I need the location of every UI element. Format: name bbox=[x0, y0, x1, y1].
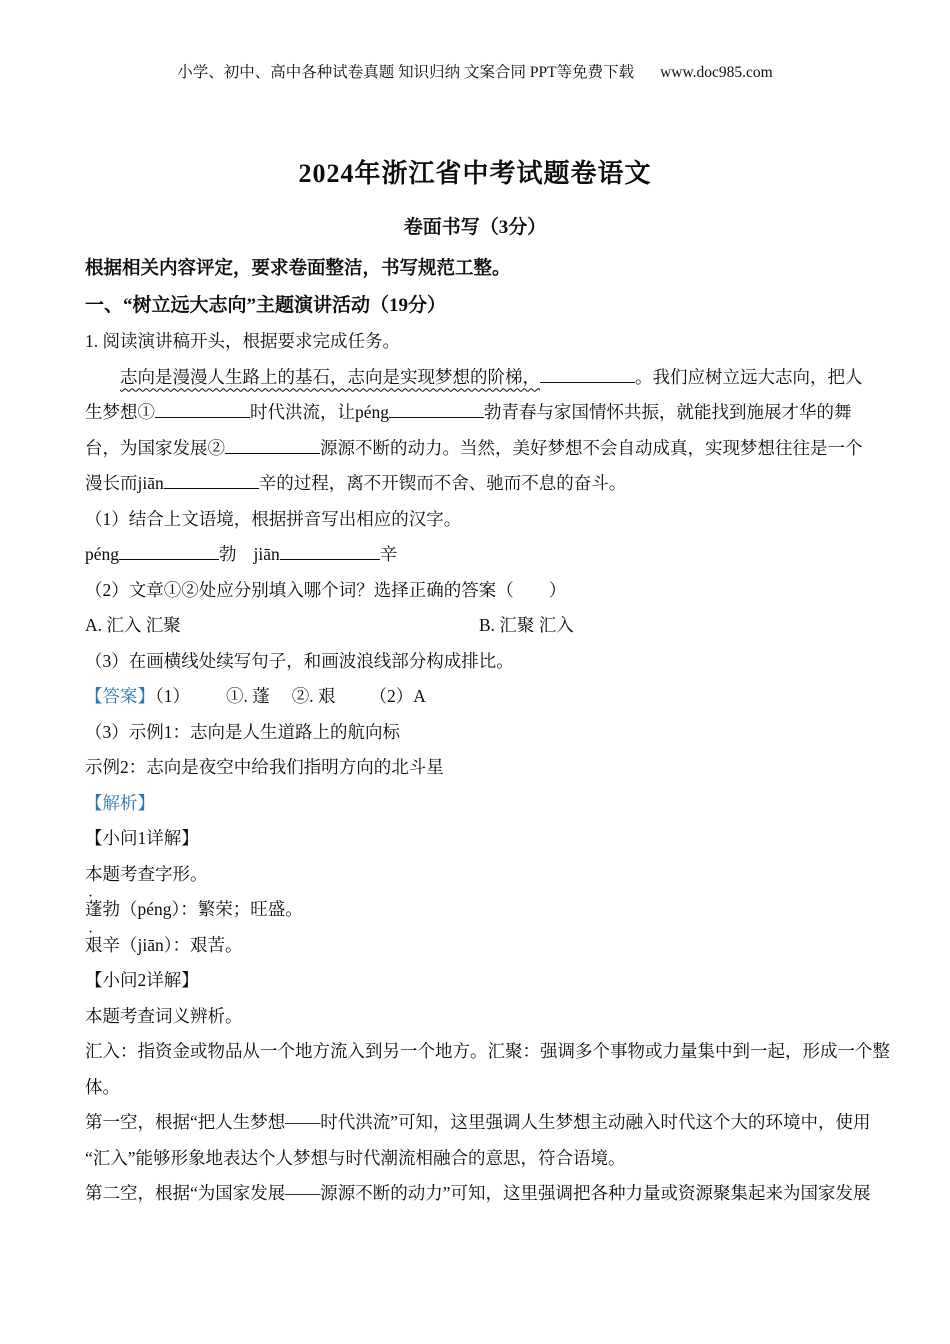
detail-1-title: 【小问1详解】 bbox=[85, 828, 199, 848]
excerpt-line-4 bbox=[85, 466, 865, 502]
section-1-heading: 一、“树立远大志向”主题演讲活动（19分） bbox=[85, 295, 447, 316]
blank-underline bbox=[389, 403, 484, 418]
excerpt-line-3-b: 源源不断的动力。当然，美好梦想不会自动成真，实现梦想往往是一个 bbox=[320, 437, 863, 458]
question-1-intro: 1. 阅读演讲稿开头，根据要求完成任务。 bbox=[85, 331, 400, 351]
detail-2-line-3a: 第一空，根据“把人生梦想——时代洪流”可知，这里强调人生梦想主动融入时代这个大的环境中，使用 bbox=[85, 1112, 871, 1132]
question-1-block bbox=[85, 324, 890, 1212]
handwriting-section-title: 卷面书写（3分） bbox=[403, 217, 547, 238]
detail-2-line-4: 第二空，根据“为国家发展——源源不断的动力”可知，这里强调把各种力量或资源聚集起来为国家发展 bbox=[85, 1183, 871, 1203]
pinyin-jian: jiān bbox=[253, 544, 280, 564]
exam-title: 2024年浙江省中考试题卷语文 bbox=[298, 159, 652, 188]
detail-1-jian-line bbox=[85, 928, 865, 964]
blank-underline bbox=[164, 474, 259, 489]
answer-item-2: ②. 艰 bbox=[291, 686, 336, 706]
blank-underline bbox=[280, 545, 380, 560]
excerpt-line-1 bbox=[85, 360, 865, 396]
detail-2-title: 【小问2详解】 bbox=[85, 970, 199, 990]
detail-1-peng-line bbox=[85, 892, 865, 928]
answer-3-example-1: （3）示例1：志向是人生道路上的航向标 bbox=[85, 721, 400, 742]
pinyin-peng: péng bbox=[85, 544, 120, 564]
handwriting-notice: 根据相关内容评定，要求卷面整洁，书写规范工整。 bbox=[85, 259, 511, 279]
option-b: B. 汇聚 汇入 bbox=[479, 615, 574, 635]
answer-part1: （1） bbox=[155, 686, 190, 706]
detail-1-line-1: 本题考查字形。 bbox=[85, 863, 208, 884]
analysis-label: 【解析】 bbox=[85, 792, 155, 813]
jian-definition: 辛（jiān）：艰苦。 bbox=[102, 934, 243, 955]
watermark-text: 小学、初中、高中各种试卷真题 知识归纳 文案合同 PPT等免费下载 bbox=[177, 64, 635, 81]
excerpt-line-1-tail: 。我们应树立远大志向，把人 bbox=[635, 366, 863, 387]
site-url: www.doc985.com bbox=[660, 64, 773, 81]
blank-underline bbox=[119, 545, 219, 560]
blank-underline bbox=[155, 403, 250, 418]
char-xin: 辛 bbox=[379, 544, 398, 564]
excerpt-line-2 bbox=[85, 395, 865, 431]
excerpt-line-2-b: 时代洪流，让péng bbox=[250, 402, 390, 422]
options-line bbox=[85, 608, 865, 644]
detail-2-line-1: 本题考查词义辨析。 bbox=[85, 1005, 243, 1026]
wavy-underlined-text: 志向是漫漫人生路上的基石，志向是实现梦想的阶梯， bbox=[120, 366, 540, 387]
detail-2-line-3b: “汇入”能够形象地表达个人梦想与时代潮流相融合的意思，符合语境。 bbox=[85, 1147, 626, 1168]
answer-item-1: ①. 蓬 bbox=[226, 686, 270, 706]
pinyin-answer-line bbox=[85, 537, 865, 573]
analysis-label-line bbox=[85, 786, 865, 822]
excerpt-line-3-a: 台，为国家发展② bbox=[85, 437, 225, 458]
blank-underline bbox=[225, 439, 320, 454]
detail-2-line-2a: 汇入：指资金或物品从一个地方流入到另一个地方。汇聚：强调多个事物或力量集中到一起，形成一个整 bbox=[85, 1041, 890, 1061]
excerpt-line-3 bbox=[85, 431, 865, 467]
answer-3-example-2: 示例2：志向是夜空中给我们指明方向的北斗星 bbox=[85, 757, 444, 777]
answer-part2: （2）A bbox=[369, 686, 426, 706]
sub-question-3: （3）在画横线处续写句子，和画波浪线部分构成排比。 bbox=[85, 650, 514, 671]
excerpt-line-4-a: 漫长而jiān bbox=[85, 473, 164, 493]
answer-line bbox=[85, 679, 865, 715]
blank-underline bbox=[540, 368, 635, 383]
sub-question-2: （2）文章①②处应分别填入哪个词？选择正确的答案（ ） bbox=[85, 579, 567, 600]
sub-question-1: （1）结合上文语境，根据拼音写出相应的汉字。 bbox=[85, 508, 462, 529]
emphasized-char-jian: 艰 bbox=[85, 934, 103, 955]
option-a: A. 汇入 汇聚 bbox=[85, 615, 181, 635]
char-bo: 勃 bbox=[219, 544, 237, 564]
answer-label: 【答案】 bbox=[85, 686, 155, 706]
document-content bbox=[85, 0, 890, 1212]
excerpt-line-2-c: 勃青春与家国情怀共振，就能找到施展才华的舞 bbox=[484, 402, 852, 422]
emphasized-char-peng: 蓬 bbox=[85, 899, 103, 919]
peng-definition: 勃（péng）：繁荣；旺盛。 bbox=[102, 899, 303, 919]
excerpt-line-4-b: 辛的过程，离不开锲而不舍、驰而不息的奋斗。 bbox=[258, 473, 627, 493]
detail-2-line-2b: 体。 bbox=[85, 1076, 120, 1097]
excerpt-line-2-a: 生梦想① bbox=[85, 402, 155, 422]
